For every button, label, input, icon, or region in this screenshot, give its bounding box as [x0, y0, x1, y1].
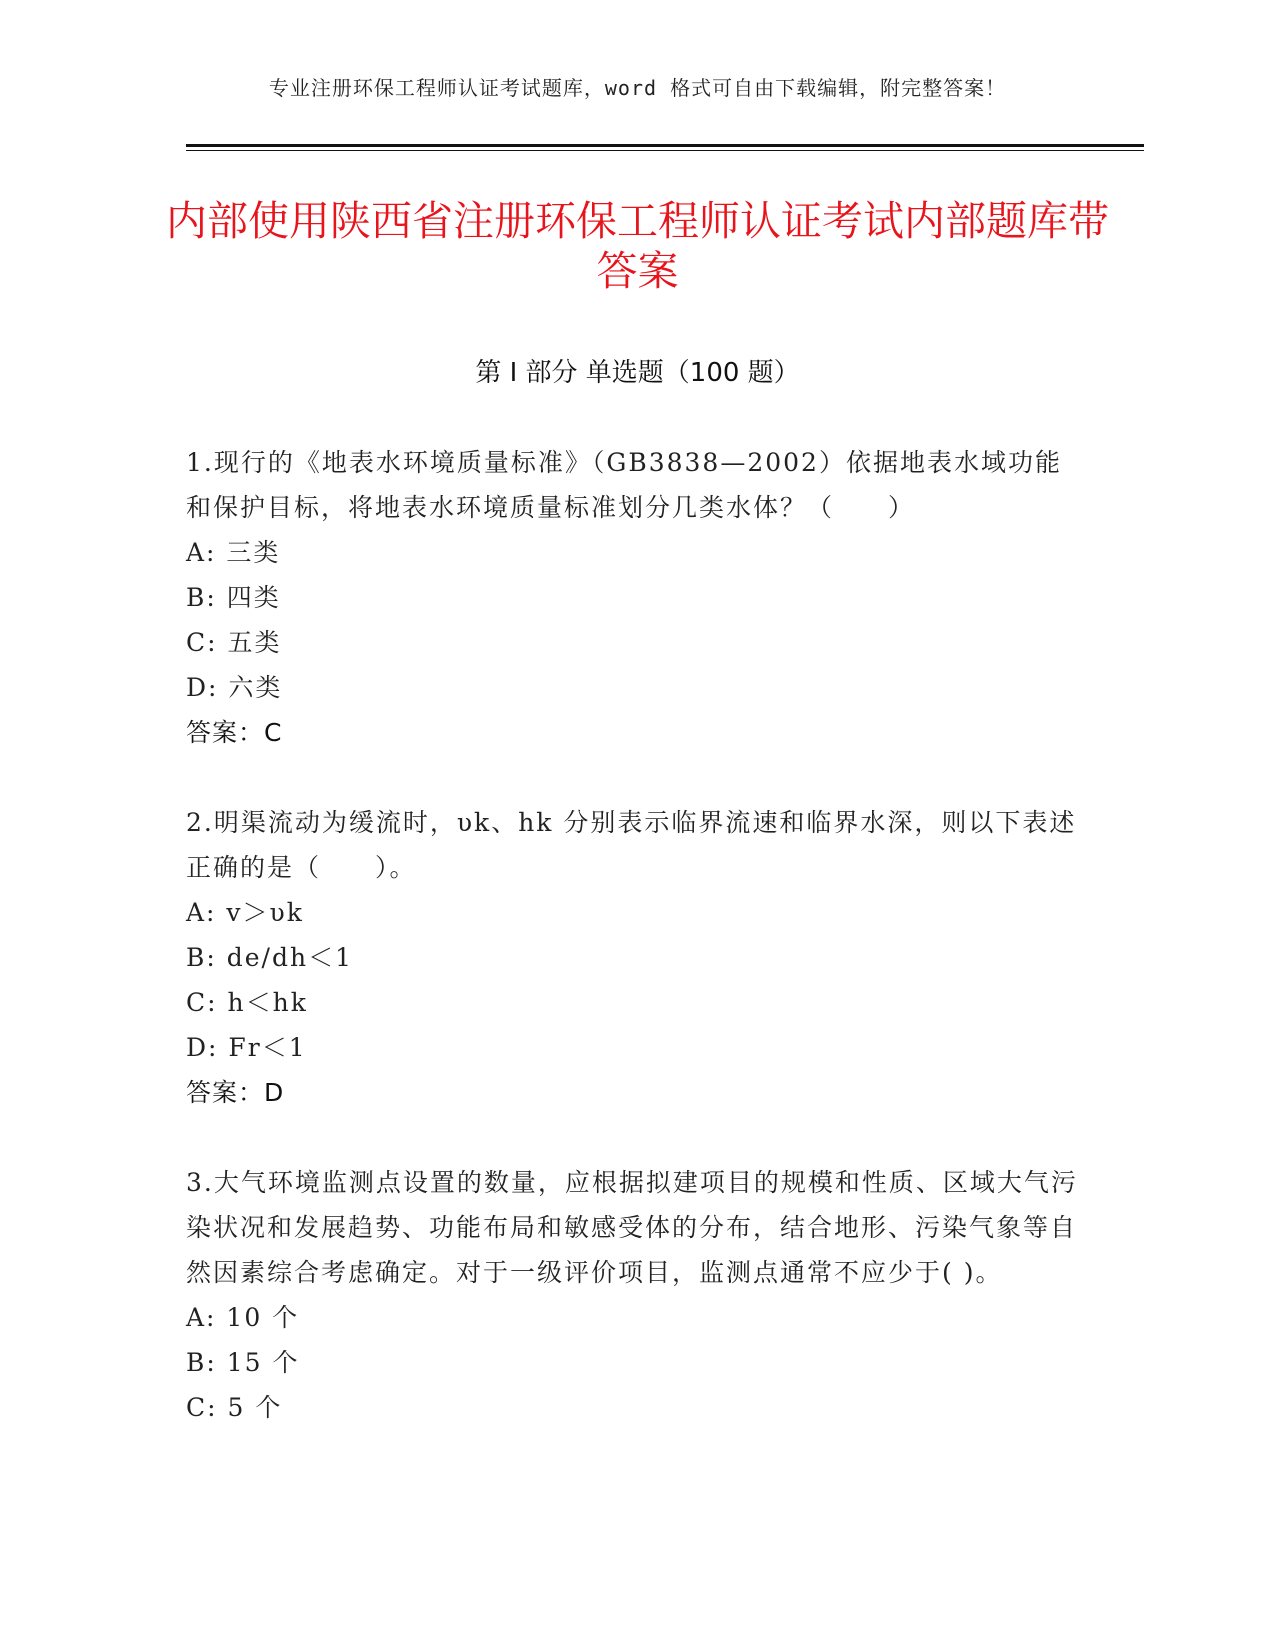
header-rule-thin [186, 150, 1144, 151]
header-rule-thick [186, 144, 1144, 147]
option-c: C: h＜hk [186, 988, 308, 1017]
question-list [186, 440, 1086, 1475]
question-stem: 2.明渠流动为缓流时，υk、hk 分别表示临界流速和临界水深，则以下表述正确的是（ ）。 [186, 808, 1077, 882]
option-d: D: 六类 [186, 673, 283, 702]
option-b: B: de/dh＜1 [186, 943, 353, 972]
question-stem: 1.现行的《地表水环境质量标准》（GB3838—2002）依据地表水域功能和保护目标，将地表水环境质量标准划分几类水体？（ ） [186, 448, 1062, 522]
option-a: A: 10 个 [186, 1303, 300, 1332]
answer-line: 答案：C [186, 718, 283, 747]
option-c: C: 五类 [186, 628, 282, 657]
question-1 [186, 440, 1086, 755]
question-stem: 3.大气环境监测点设置的数量，应根据拟建项目的规模和性质、区域大气污染状况和发展趋势、功能布局和敏感受体的分布，结合地形、污染气象等自然因素综合考虑确定。对于一级评价项目，监测点通常不应少于( )。 [186, 1168, 1078, 1287]
option-d: D: Fr＜1 [186, 1033, 307, 1062]
question-2 [186, 800, 1086, 1115]
section-heading: 第 I 部分 单选题（100 题） [475, 358, 800, 388]
option-c: C: 5 个 [186, 1393, 283, 1422]
option-b: B: 四类 [186, 583, 281, 612]
question-3 [186, 1160, 1086, 1430]
option-a: A: 三类 [186, 538, 281, 567]
header-note: 专业注册环保工程师认证考试题库，word 格式可自由下载编辑，附完整答案！ [268, 76, 1007, 100]
option-b: B: 15 个 [186, 1348, 300, 1377]
answer-line: 答案：D [186, 1078, 285, 1107]
document-title: 内部使用陕西省注册环保工程师认证考试内部题库带答案 [166, 197, 1109, 295]
option-a: A: v＞υk [186, 898, 304, 927]
